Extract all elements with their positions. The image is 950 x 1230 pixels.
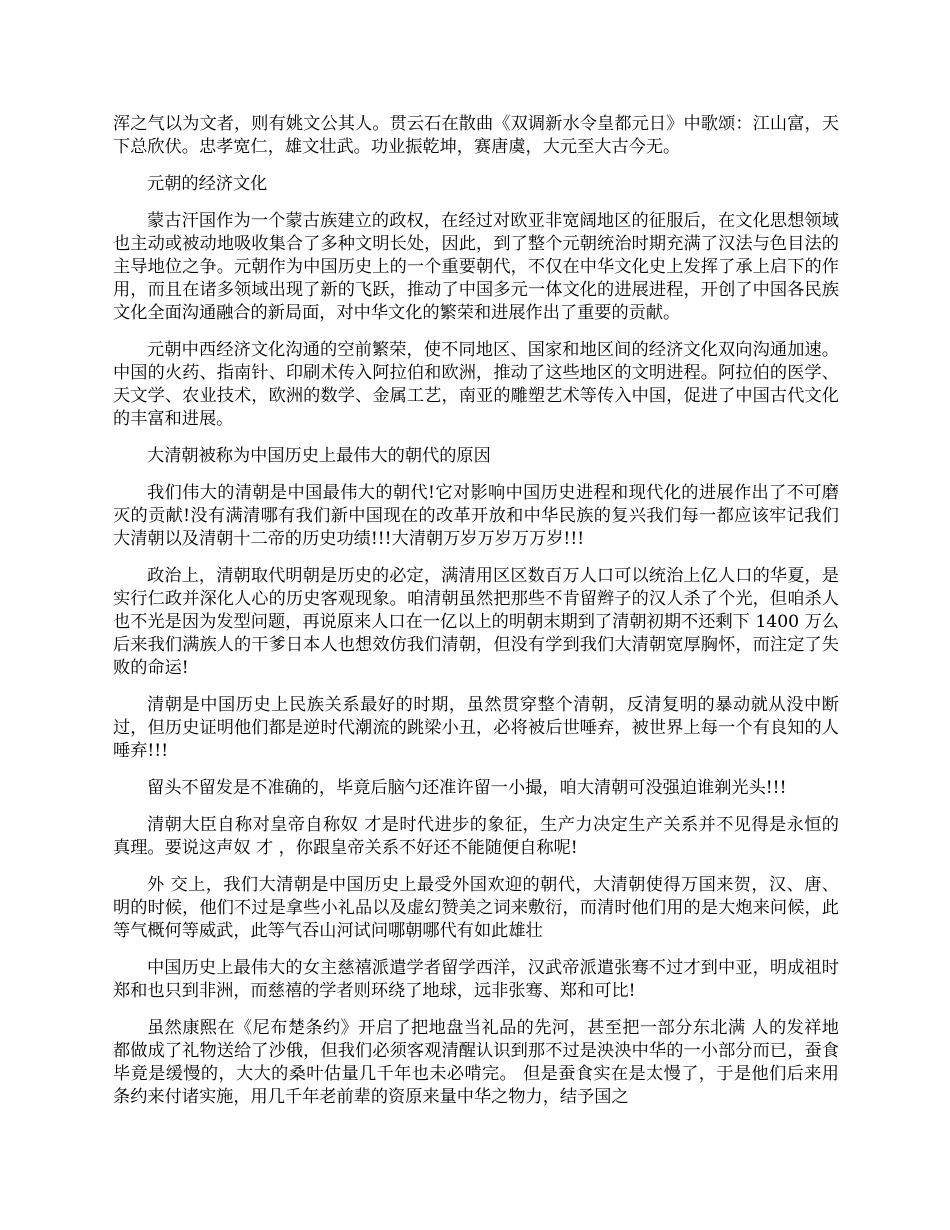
section-heading-qing: 大清朝被称为中国历史上最伟大的朝代的原因 xyxy=(147,446,491,466)
paragraph-yuan-culture: 蒙古汗国作为一个蒙古族建立的政权，在经过对欧亚非宽阔地区的征服后，在文化思想领域也主动或被动地吸收集合了多种文明长处，因此，到了整个元朝统治时期充满了汉法与色目法的主导地位之争。元朝作为中国历史上的一个重要朝代，不仅在中华文化史上发挥了承上启下的作用，而且在诸多领域出现了新的飞跃，推动了中国多元一体文化的进展进程，开创了中国各民族文化全面沟通融合的新局面，对中华文化的繁荣和进展作出了重要的贡献。 xyxy=(113,211,839,323)
paragraph-qing-nerchinsk: 虽然康熙在《尼布楚条约》开启了把地盘当礼品的先河，甚至把一部分东北满 人的发祥地都做成了礼物送给了沙俄，但我们必须客观清醒认识到那不过是泱泱中华的一小部分而已，蚕食毕竟是缓慢的，大大的桑叶估量几千年也未必啃完。 但是蚕食实在是太慢了，于是他们后来用条约来付诸实施，用几千年老前辈的资原来量中华之物力，结予国之 xyxy=(113,1018,839,1107)
paragraph-qing-greatest: 我们伟大的清朝是中国最伟大的朝代!它对影响中国历史进程和现代化的进展作出了不可磨灭的贡献!没有满清哪有我们新中国现在的改革开放和中华民族的复兴我们每一都应该牢记我们大清朝以及清朝十二帝的历史功绩!!!大清朝万岁万岁万万岁!!! xyxy=(113,483,839,549)
paragraph-qing-hair: 留头不留发是不准确的，毕竟后脑勺还准许留一小撮，咱大清朝可没强迫谁剃光头!!! xyxy=(147,778,787,798)
paragraph-yuan-exchange: 元朝中西经济文化沟通的空前繁荣，使不同地区、国家和地区间的经济文化双向沟通加速。中国的火药、指南针、印刷术传入阿拉伯和欧洲，推动了这些地区的文明进程。阿拉伯的医学、天文学、农业技术，欧洲的数学、金属工艺，南亚的雕塑艺术等传入中国，促进了中国古代文化的丰富和进展。 xyxy=(113,340,839,429)
paragraph-intro-continuation: 浑之气以为文者，则有姚文公其人。贯云石在散曲《双调新水令皇都元日》中歌颂：江山富，天下总欣伏。忠孝宽仁，雄文壮武。功业振乾坤，赛唐虞，大元至大古今无。 xyxy=(113,114,839,157)
paragraph-qing-ministers: 清朝大臣自称对皇帝自称奴 才是时代进步的象征，生产力决定生产关系并不见得是永恒的真理。要说这声奴 才 ，你跟皇帝关系不好还不能随便自称呢! xyxy=(113,815,839,858)
document-body xyxy=(113,113,839,1123)
section-heading-yuan-economy: 元朝的经济文化 xyxy=(147,174,268,194)
paragraph-qing-ethnic-relations: 清朝是中国历史上民族关系最好的时期，虽然贯穿整个清朝，反清复明的暴动就从没中断过，但历史证明他们都是逆时代潮流的跳梁小丑，必将被后世唾弃，被世界上每一个有良知的人唾弃!!! xyxy=(113,695,839,761)
paragraph-qing-diplomacy: 外 交上，我们大清朝是中国历史上最受外国欢迎的朝代，大清朝使得万国来贺，汉、唐、明的时候，他们不过是拿些小礼品以及虚幻赞美之词来敷衍，而清时他们用的是大炮来问候，此等气概何等威武，此等气吞山河试问哪朝哪代有如此雄壮 xyxy=(113,875,839,941)
paragraph-qing-politics: 政治上，清朝取代明朝是历史的必定，满清用区区数百万人口可以统治上亿人口的华夏，是实行仁政并深化人心的历史客观现象。咱清朝虽然把那些不肯留辫子的汉人杀了个光，但咱杀人也不光是因为发型问题，再说原来人口在一亿以上的明朝末期到了清朝初期不还剩下 1400 万么后来我们满族人的干爹日本人也想效仿我们清朝，但没有学到我们大清朝宽厚胸怀，而注定了失败的命运! xyxy=(113,566,839,678)
paragraph-qing-cixi: 中国历史上最伟大的女主慈禧派遣学者留学西洋，汉武帝派遣张骞不过才到中亚，明成祖时郑和也只到非洲，而慈禧的学者则环绕了地球，远非张骞、郑和可比! xyxy=(113,958,839,1001)
